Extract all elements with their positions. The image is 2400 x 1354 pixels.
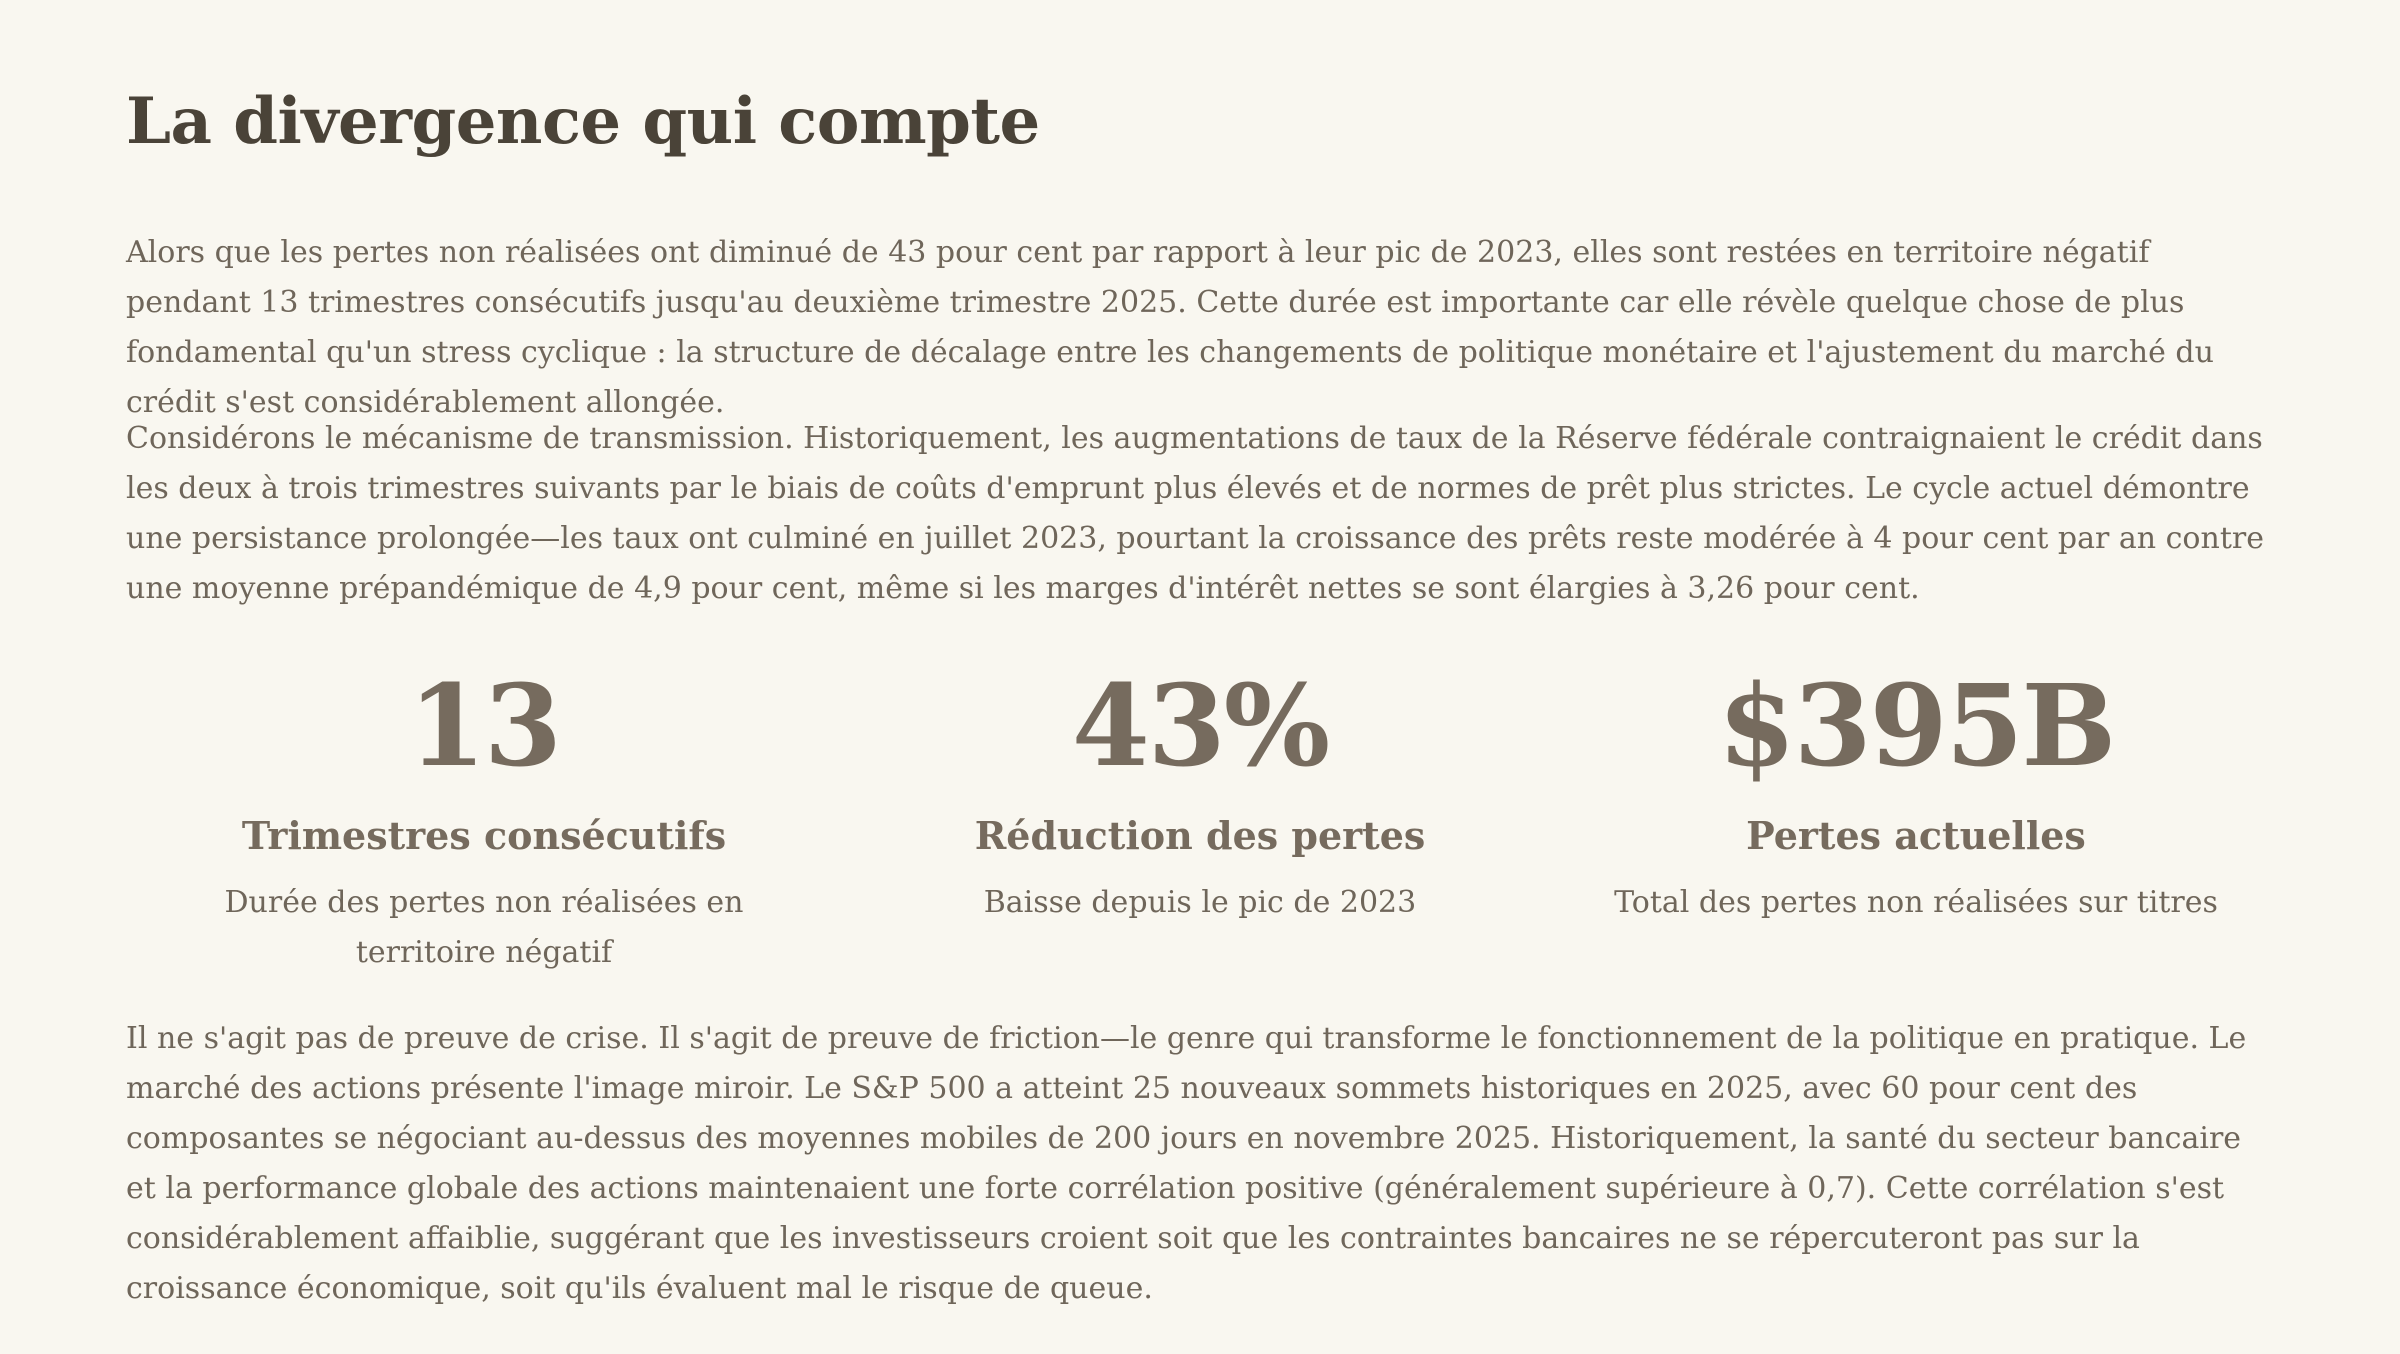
stat-label: Trimestres consécutifs (241, 813, 727, 858)
stat-value: $395B (1717, 661, 2115, 792)
paragraph-friction: Il ne s'agit pas de preuve de crise. Il s'agit de preuve de friction—le genre qui transforme le fonctionnement de la politique en pratique. Le marché des actions présente l'image miroir. Le S&P 500 a atteint 25 nouveaux sommets historiques en 2025, avec 60 pour cent des composantes se négociant au-dessus des moyennes mobiles de 200 jours en novembre 2025. Historiquement, la santé du secteur bancaire et la performance globale des actions maintenaient une forte corrélation positive (généralement supérieure à 0,7). Cette corrélation s'est considérablement affaiblie, suggérant que les investisseurs croient soit que les contraintes bancaires ne se répercuteront pas sur la croissance économique, soit qu'ils évaluent mal le risque de queue. (126, 1021, 2247, 1306)
stats-row (126, 652, 2274, 978)
stat-description: Baisse depuis le pic de 2023 (983, 885, 1417, 920)
paragraph-transmission: Considérons le mécanisme de transmission. Historiquement, les augmentations de taux de la Réserve fédérale contraignaient le crédit dans les deux à trois trimestres suivants par le biais de coûts d'emprunt plus élevés et de normes de prêt plus strictes. Le cycle actuel démontre une persistance prolongée—les taux ont culminé en juillet 2023, pourtant la croissance des prêts reste modérée à 4 pour cent par an contre une moyenne prépandémique de 4,9 pour cent, même si les marges d'intérêt nettes se sont élargies à 3,26 pour cent. (126, 421, 2264, 606)
stat-label: Réduction des pertes (974, 813, 1426, 858)
stat-value: 43% (1071, 661, 1329, 792)
page-title: La divergence qui compte (126, 84, 1040, 159)
stat-value: 13 (408, 661, 560, 792)
stat-quarters (126, 652, 842, 978)
stat-current-losses (1558, 652, 2274, 978)
stat-description: Total des pertes non réalisées sur titres (1614, 885, 2218, 920)
stat-description: Durée des pertes non réalisées en territoire négatif (224, 885, 744, 970)
stat-label: Pertes actuelles (1746, 813, 2086, 858)
stat-loss-reduction (842, 652, 1558, 978)
paragraph-intro: Alors que les pertes non réalisées ont diminué de 43 pour cent par rapport à leur pic de 2023, elles sont restées en territoire négatif pendant 13 trimestres consécutifs jusqu'au deuxième trimestre 2025. Cette durée est importante car elle révèle quelque chose de plus fondamental qu'un stress cyclique : la structure de décalage entre les changements de politique monétaire et l'ajustement du marché du crédit s'est considérablement allongée. (126, 235, 2214, 420)
